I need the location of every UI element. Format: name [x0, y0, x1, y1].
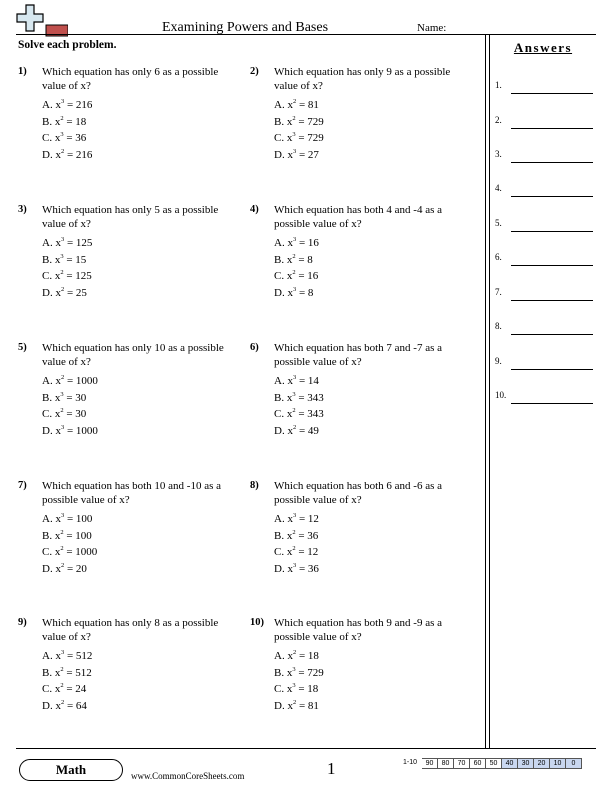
answer-choice — [42, 665, 233, 682]
answer-choice — [274, 511, 465, 528]
choice-exponent: 2 — [292, 269, 296, 277]
choice-value: = 1000 — [63, 546, 98, 559]
choice-value: = 216 — [64, 99, 93, 111]
choice-value: = 18 — [295, 683, 319, 696]
choice-exponent: 3 — [60, 390, 64, 398]
choice-exponent: 2 — [60, 374, 65, 381]
choice-exponent: 3 — [292, 147, 297, 155]
answer-number: 8. — [495, 321, 502, 331]
answer-choice — [42, 561, 233, 578]
answer-number: 4. — [495, 183, 502, 193]
answer-blank[interactable] — [495, 115, 595, 129]
problem-number: 1) — [18, 66, 27, 77]
choice-value: = 14 — [296, 375, 319, 387]
score-cell: 80 — [438, 758, 454, 769]
choice-exponent: 3 — [292, 285, 297, 293]
choice-value: = 100 — [63, 529, 92, 542]
choice-label: C. x — [42, 270, 61, 283]
answer-choice — [42, 373, 233, 390]
choice-value: = 1000 — [64, 424, 98, 437]
answer-choice — [42, 252, 233, 269]
answer-number: 9. — [495, 356, 502, 366]
choice-exponent: 2 — [60, 528, 64, 536]
problem — [250, 65, 465, 163]
problem — [250, 479, 465, 577]
choice-label: D. x — [274, 286, 293, 299]
choice-value: = 36 — [295, 529, 319, 542]
answer-number: 10. — [495, 390, 507, 400]
answer-line — [511, 162, 593, 163]
answer-choice — [42, 544, 233, 561]
problem-number: 4) — [250, 204, 259, 215]
choice-label: D. x — [42, 286, 61, 299]
choice-list — [274, 97, 465, 163]
subject-badge: Math — [19, 759, 123, 781]
problem-question: Which equation has only 8 as a possible value of x? — [42, 617, 219, 643]
choice-exponent: 3 — [292, 682, 296, 690]
choice-value: = 25 — [64, 286, 87, 299]
choice-label: A. x — [274, 375, 293, 387]
answer-column-divider-inner — [489, 34, 490, 748]
problem-question: Which equation has both 10 and -10 as a possible value of x? — [42, 480, 222, 506]
answer-choice — [274, 268, 465, 285]
choice-value: = 512 — [64, 650, 93, 662]
choice-label: B. x — [42, 391, 61, 404]
choice-value: = 24 — [63, 683, 87, 696]
choice-exponent: 3 — [60, 649, 65, 656]
choice-exponent: 2 — [60, 561, 65, 569]
answer-blank[interactable] — [495, 183, 595, 197]
answer-choice — [274, 406, 465, 423]
score-cell: 20 — [534, 758, 550, 769]
worksheet-title: Examining Powers and Bases — [161, 20, 329, 35]
problem — [250, 341, 465, 439]
answer-choice — [42, 681, 233, 698]
choice-exponent: 2 — [60, 545, 64, 553]
problem — [250, 616, 465, 714]
score-range-label: 1-10 — [402, 759, 417, 766]
problem-number: 8) — [250, 480, 259, 491]
problem — [18, 65, 233, 163]
choice-label: B. x — [274, 391, 293, 404]
answer-number: 6. — [495, 252, 502, 262]
choice-label: A. x — [274, 237, 293, 249]
answer-line — [511, 265, 593, 266]
choice-list — [42, 511, 233, 577]
choice-exponent: 3 — [60, 512, 65, 519]
choice-label: A. x — [274, 650, 293, 662]
choice-label: C. x — [274, 408, 293, 421]
choice-value: = 729 — [295, 666, 324, 679]
score-cell: 60 — [470, 758, 486, 769]
choice-exponent: 2 — [292, 114, 296, 122]
problem — [18, 341, 233, 439]
choice-exponent: 2 — [60, 269, 64, 277]
choice-exponent: 3 — [292, 390, 296, 398]
choice-label: C. x — [42, 408, 61, 421]
problem-number: 7) — [18, 480, 27, 491]
problem — [18, 616, 233, 714]
choice-value: = 8 — [296, 286, 314, 299]
choice-label: D. x — [42, 148, 61, 161]
answer-choice — [274, 114, 465, 131]
score-cell: 10 — [550, 758, 566, 769]
problem — [250, 203, 465, 301]
problem-question: Which equation has only 10 as a possible value of x? — [42, 342, 224, 368]
choice-label: C. x — [274, 270, 293, 283]
choice-list — [42, 235, 233, 301]
answer-blank[interactable] — [495, 149, 595, 163]
choice-value: = 81 — [296, 99, 319, 111]
choice-exponent: 3 — [292, 561, 297, 569]
choice-value: = 64 — [64, 699, 87, 712]
answer-choice — [274, 97, 465, 114]
choice-list — [42, 648, 233, 714]
problem-number: 2) — [250, 66, 259, 77]
choice-value: = 16 — [295, 270, 319, 283]
choice-list — [274, 235, 465, 301]
name-label: Name: — [417, 22, 447, 34]
choice-value: = 30 — [63, 391, 87, 404]
choice-exponent: 2 — [292, 649, 297, 656]
answer-choice — [274, 235, 465, 252]
choice-exponent: 2 — [292, 698, 297, 706]
choice-exponent: 3 — [60, 252, 64, 260]
choice-label: A. x — [42, 375, 61, 387]
choice-exponent: 2 — [292, 423, 297, 431]
score-cell: 50 — [486, 758, 502, 769]
choice-list — [274, 648, 465, 714]
choice-value: = 343 — [295, 408, 324, 421]
answer-line — [511, 403, 593, 404]
answer-blank[interactable] — [495, 252, 595, 266]
choice-label: A. x — [42, 650, 61, 662]
choice-value: = 30 — [63, 408, 87, 421]
answer-choice — [42, 406, 233, 423]
choice-label: B. x — [42, 529, 61, 542]
answer-blank[interactable] — [495, 321, 595, 335]
choice-value: = 8 — [295, 253, 313, 266]
answer-choice — [42, 390, 233, 407]
header-divider — [16, 34, 596, 35]
score-cell: 70 — [454, 758, 470, 769]
choice-exponent: 2 — [292, 98, 297, 105]
choice-exponent: 2 — [60, 285, 65, 293]
problem-number: 5) — [18, 342, 27, 353]
choice-exponent: 2 — [60, 407, 64, 415]
choice-value: = 125 — [63, 270, 92, 283]
choice-value: = 49 — [296, 424, 319, 437]
choice-label: A. x — [274, 513, 293, 525]
choice-value: = 100 — [64, 513, 93, 525]
answer-choice — [42, 528, 233, 545]
choice-exponent: 3 — [60, 131, 64, 139]
choice-label: B. x — [42, 666, 61, 679]
choice-label: D. x — [42, 562, 61, 575]
problem-number: 9) — [18, 617, 27, 628]
answer-choice — [42, 147, 233, 164]
choice-list — [274, 373, 465, 439]
problem — [18, 479, 233, 577]
answer-number: 1. — [495, 80, 502, 90]
choice-exponent: 2 — [60, 682, 64, 690]
choice-label: A. x — [42, 237, 61, 249]
choice-value: = 20 — [64, 562, 87, 575]
problem-number: 10) — [250, 617, 264, 628]
choice-exponent: 3 — [60, 236, 65, 243]
answer-column-divider — [485, 34, 486, 748]
answer-line — [511, 231, 593, 232]
choice-label: D. x — [274, 148, 293, 161]
answer-choice — [42, 285, 233, 302]
answer-line — [511, 300, 593, 301]
choice-label: C. x — [274, 683, 293, 696]
choice-exponent: 3 — [292, 236, 297, 243]
choice-label: A. x — [42, 99, 61, 111]
choice-label: B. x — [274, 529, 293, 542]
choice-value: = 15 — [63, 253, 87, 266]
answer-choice — [42, 423, 233, 440]
answer-choice — [274, 544, 465, 561]
site-url: www.CommonCoreSheets.com — [131, 771, 245, 781]
answer-line — [511, 196, 593, 197]
answer-choice — [274, 285, 465, 302]
choice-value: = 81 — [296, 699, 319, 712]
choice-exponent: 3 — [292, 665, 296, 673]
answer-choice — [274, 373, 465, 390]
choice-label: C. x — [42, 683, 61, 696]
choice-exponent: 2 — [292, 545, 296, 553]
choice-exponent: 2 — [292, 252, 296, 260]
choice-value: = 27 — [296, 148, 319, 161]
answer-choice — [42, 268, 233, 285]
choice-value: = 36 — [63, 132, 87, 145]
score-table — [398, 758, 582, 769]
choice-value: = 512 — [63, 666, 92, 679]
choice-exponent: 3 — [60, 423, 65, 431]
footer-divider — [16, 748, 596, 749]
choice-label: B. x — [274, 666, 293, 679]
choice-exponent: 3 — [292, 131, 296, 139]
choice-label: D. x — [274, 562, 293, 575]
choice-label: B. x — [42, 253, 61, 266]
choice-exponent: 3 — [60, 98, 65, 105]
answer-choice — [42, 235, 233, 252]
answer-choice — [274, 147, 465, 164]
choice-exponent: 2 — [60, 665, 64, 673]
answer-number: 7. — [495, 287, 502, 297]
choice-value: = 729 — [295, 132, 324, 145]
problem-number: 6) — [250, 342, 259, 353]
problem-question: Which equation has only 5 as a possible value of x? — [42, 204, 219, 230]
answer-line — [511, 334, 593, 335]
choice-label: D. x — [274, 424, 293, 437]
choice-label: D. x — [42, 699, 61, 712]
choice-label: C. x — [274, 132, 293, 145]
answer-blank[interactable] — [495, 218, 595, 232]
answer-choice — [274, 665, 465, 682]
answer-line — [511, 128, 593, 129]
choice-label: D. x — [42, 424, 61, 437]
choice-value: = 343 — [295, 391, 324, 404]
answer-choice — [274, 130, 465, 147]
answer-choice — [274, 390, 465, 407]
problem-question: Which equation has both 6 and -6 as a possible value of x? — [274, 480, 443, 506]
answer-choice — [42, 114, 233, 131]
choice-exponent: 2 — [60, 114, 64, 122]
choice-list — [42, 373, 233, 439]
choice-label: B. x — [274, 253, 293, 266]
problem-question: Which equation has both 9 and -9 as a possible value of x? — [274, 617, 443, 643]
problem-number: 3) — [18, 204, 27, 215]
problem-question: Which equation has only 6 as a possible value of x? — [42, 66, 219, 92]
choice-list — [42, 97, 233, 163]
answer-choice — [42, 511, 233, 528]
choice-value: = 36 — [296, 562, 319, 575]
answer-line — [511, 369, 593, 370]
answer-blank[interactable] — [495, 390, 595, 404]
problem-question: Which equation has only 9 as a possible value of x? — [274, 66, 451, 92]
page-number: 1 — [327, 759, 336, 778]
choice-label: A. x — [274, 99, 293, 111]
answer-line — [511, 93, 593, 94]
choice-list — [274, 511, 465, 577]
answers-title: Answers — [513, 40, 573, 55]
answer-choice — [42, 648, 233, 665]
answer-number: 2. — [495, 115, 502, 125]
answer-choice — [274, 681, 465, 698]
answer-blank[interactable] — [495, 287, 595, 301]
answer-choice — [274, 423, 465, 440]
choice-label: C. x — [42, 546, 61, 559]
choice-label: D. x — [274, 699, 293, 712]
answer-choice — [274, 561, 465, 578]
answer-choice — [274, 252, 465, 269]
answer-choice — [42, 97, 233, 114]
choice-exponent: 2 — [292, 407, 296, 415]
choice-exponent: 2 — [60, 147, 65, 155]
choice-exponent: 2 — [292, 528, 296, 536]
choice-exponent: 3 — [292, 512, 297, 519]
choice-value: = 16 — [296, 237, 319, 249]
choice-label: C. x — [274, 546, 293, 559]
choice-label: C. x — [42, 132, 61, 145]
choice-value: = 18 — [63, 115, 87, 128]
choice-label: B. x — [42, 115, 61, 128]
answer-choice — [274, 648, 465, 665]
choice-value: = 125 — [64, 237, 93, 249]
choice-value: = 12 — [295, 546, 319, 559]
instructions: Solve each problem. — [18, 39, 117, 51]
score-cell: 30 — [518, 758, 534, 769]
score-cell: 90 — [422, 758, 438, 769]
choice-exponent: 3 — [292, 374, 297, 381]
choice-value: = 1000 — [64, 375, 98, 387]
choice-value: = 216 — [64, 148, 93, 161]
score-cell: 0 — [566, 758, 582, 769]
choice-label: B. x — [274, 115, 293, 128]
answer-choice — [42, 130, 233, 147]
problem-question: Which equation has both 7 and -7 as a possible value of x? — [274, 342, 443, 368]
answer-number: 5. — [495, 218, 502, 228]
answer-choice — [274, 528, 465, 545]
choice-label: A. x — [42, 513, 61, 525]
answer-choice — [274, 698, 465, 715]
choice-value: = 729 — [295, 115, 324, 128]
answer-blank[interactable] — [495, 356, 595, 370]
choice-value: = 12 — [296, 513, 319, 525]
answer-choice — [42, 698, 233, 715]
problem — [18, 203, 233, 301]
score-cell: 40 — [502, 758, 518, 769]
problem-question: Which equation has both 4 and -4 as a possible value of x? — [274, 204, 443, 230]
choice-exponent: 2 — [60, 698, 65, 706]
answer-blank[interactable] — [495, 80, 595, 94]
choice-value: = 18 — [296, 650, 319, 662]
answer-number: 3. — [495, 149, 502, 159]
